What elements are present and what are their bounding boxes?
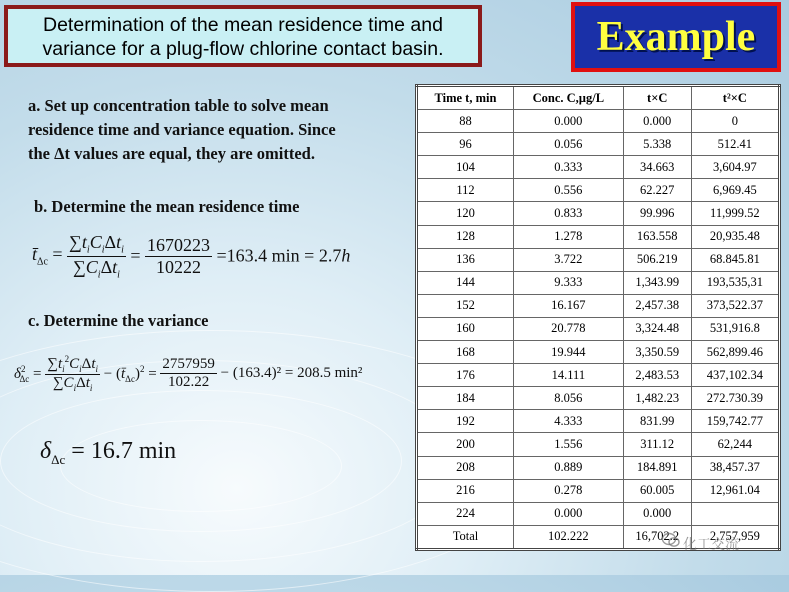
table-cell: 120 (417, 202, 514, 225)
table-row (417, 364, 780, 387)
table-cell: 16.167 (513, 294, 623, 317)
variance-numerator: 2757959 (162, 356, 215, 372)
table-cell: 160 (417, 317, 514, 340)
table-cell: 38,457.37 (691, 456, 779, 479)
table-cell: 102.222 (513, 525, 623, 549)
variance-result: − (163.4)² = 208.5 min² (220, 365, 363, 381)
table-row (417, 317, 780, 340)
table-cell: 11,999.52 (691, 202, 779, 225)
table-cell: 16,702.2 (623, 525, 691, 549)
step-a-line-3: the Δt values are equal, they are omitted. (28, 144, 315, 163)
table-row (417, 110, 780, 133)
table-cell: 68.845.81 (691, 248, 779, 271)
table-cell: 437,102.34 (691, 364, 779, 387)
table-cell: 531,916.8 (691, 317, 779, 340)
table-row (417, 202, 780, 225)
std-deviation-result: $\delta_{\Delta c} = 16.7$ min (40, 438, 177, 467)
table-cell: 168 (417, 341, 514, 364)
watermark-text: 化工交流 (683, 537, 739, 553)
variance-fraction-numeric (160, 356, 217, 391)
variance-denominator: 102.22 (168, 374, 210, 390)
table-cell: 272.730.39 (691, 387, 779, 410)
table-cell: 0.889 (513, 456, 623, 479)
mean-result: =163.4 min = 2.7 (216, 245, 342, 266)
table-cell: 1,482.23 (623, 387, 691, 410)
table-cell: 506.219 (623, 248, 691, 271)
table-cell: 0.000 (623, 110, 691, 133)
table-cell: 136 (417, 248, 514, 271)
column-header-t2c: t²×C (691, 86, 779, 110)
mean-numerator: 1670223 (147, 234, 211, 255)
table-row (417, 179, 780, 202)
column-header-conc: Conc. C,µg/L (513, 86, 623, 110)
table-cell: 4.333 (513, 410, 623, 433)
table-cell: 112 (417, 179, 514, 202)
table-cell: 311.12 (623, 433, 691, 456)
table-row (417, 456, 780, 479)
mean-denominator: 10222 (156, 256, 202, 277)
table-cell: 0 (691, 110, 779, 133)
table-cell: 0.556 (513, 179, 623, 202)
table-cell: 3,350.59 (623, 341, 691, 364)
mean-fraction-numeric (145, 235, 212, 278)
table-cell: 3.722 (513, 248, 623, 271)
step-c: c. Determine the variance (28, 311, 209, 330)
table-cell: 0.000 (513, 110, 623, 133)
mean-residence-equation: $t̄_{\Delta c}$ = $\frac{\sum t_iC_i\Delta t_i}{\sum C_i\Delta t_i}$ = $\frac{1670223}{10222}$ =163.4 min = 2.7h (32, 232, 351, 281)
table-cell: 1.278 (513, 225, 623, 248)
variance-fraction-symbolic: $\frac{\sum t_i^2C_i\Delta t_i}{\sum C_i\Delta t_i}$ (47, 354, 99, 393)
mean-unit: h (341, 245, 351, 266)
table-cell: 184.891 (623, 456, 691, 479)
table-row (417, 479, 780, 502)
table-cell: 14.111 (513, 364, 623, 387)
column-header-tc: t×C (623, 86, 691, 110)
slide-title (4, 5, 482, 67)
table-cell: 208 (417, 456, 514, 479)
table-cell: 2,483.53 (623, 364, 691, 387)
table-cell: 200 (417, 433, 514, 456)
step-a (28, 94, 336, 166)
std-deviation-value: 16.7 min (90, 438, 177, 464)
table-cell: 192 (417, 410, 514, 433)
title-line-1: Determination of the mean residence time and (43, 14, 443, 36)
table-row (417, 248, 780, 271)
table-cell: 831.99 (623, 410, 691, 433)
table-cell: 3,324.48 (623, 317, 691, 340)
step-b: b. Determine the mean residence time (34, 197, 300, 216)
wechat-icon (662, 532, 680, 548)
table-cell: 99.996 (623, 202, 691, 225)
table-cell: 62.227 (623, 179, 691, 202)
table-row (417, 433, 780, 456)
table-row (417, 410, 780, 433)
table-cell: 216 (417, 479, 514, 502)
table-cell: 184 (417, 387, 514, 410)
table-cell: 193,535,31 (691, 271, 779, 294)
table-cell: 512.41 (691, 133, 779, 156)
table-row (417, 225, 780, 248)
mean-fraction-symbolic: $\frac{\sum t_iC_i\Delta t_i}{\sum C_i\Delta t_i}$ (69, 232, 124, 281)
table-row (417, 271, 780, 294)
table-cell: 0.833 (513, 202, 623, 225)
step-a-line-1: a. Set up concentration table to solve mean (28, 96, 329, 115)
table-cell: 88 (417, 110, 514, 133)
table-row (417, 156, 780, 179)
table-cell: 12,961.04 (691, 479, 779, 502)
table-cell: 0.278 (513, 479, 623, 502)
table-cell: 0.333 (513, 156, 623, 179)
step-a-line-2: residence time and variance equation. Since (28, 120, 336, 139)
example-label: Example (571, 2, 781, 72)
table-cell: 176 (417, 364, 514, 387)
table-cell: 152 (417, 294, 514, 317)
table-row (417, 133, 780, 156)
table-row (417, 341, 780, 364)
table-row (417, 294, 780, 317)
table-cell (691, 502, 779, 525)
table-cell: 96 (417, 133, 514, 156)
table-cell: 20,935.48 (691, 225, 779, 248)
table-cell: 144 (417, 271, 514, 294)
table-cell: 128 (417, 225, 514, 248)
table-body (417, 110, 780, 550)
table-cell: 163.558 (623, 225, 691, 248)
table-cell: 60.005 (623, 479, 691, 502)
variance-equation: $\delta^2_{\Delta c}$ = $\frac{\sum t_i^2C_i\Delta t_i}{\sum C_i\Delta t_i}$ − $(t̄_{\Delta c})^2$ = $\frac{2757959}{102.22}$ − (163.4)² = 208.5 min² (14, 354, 363, 393)
table-cell: Total (417, 525, 514, 549)
table-cell: 2,457.38 (623, 294, 691, 317)
table-cell: 0.000 (623, 502, 691, 525)
table-cell: 104 (417, 156, 514, 179)
table-cell: 373,522.37 (691, 294, 779, 317)
table-cell: 19.944 (513, 341, 623, 364)
table-cell: 0.000 (513, 502, 623, 525)
table-header-row (417, 86, 780, 110)
table-cell: 1.556 (513, 433, 623, 456)
table-row (417, 387, 780, 410)
table-cell: 159,742.77 (691, 410, 779, 433)
table-cell: 9.333 (513, 271, 623, 294)
table-cell: 1,343.99 (623, 271, 691, 294)
title-line-2: variance for a plug-flow chlorine contact basin. (42, 38, 444, 60)
table-cell: 3,604.97 (691, 156, 779, 179)
table-cell: 20.778 (513, 317, 623, 340)
table-row (417, 502, 780, 525)
table-cell: 2,757,959 (691, 525, 779, 549)
table-cell: 6,969.45 (691, 179, 779, 202)
table-cell: 8.056 (513, 387, 623, 410)
table-cell: 562,899.46 (691, 341, 779, 364)
concentration-table (415, 84, 781, 551)
table-cell: 34.663 (623, 156, 691, 179)
table-cell: 224 (417, 502, 514, 525)
table-cell: 0.056 (513, 133, 623, 156)
table-cell: 62,244 (691, 433, 779, 456)
table-cell: 5.338 (623, 133, 691, 156)
column-header-time: Time t, min (417, 86, 514, 110)
